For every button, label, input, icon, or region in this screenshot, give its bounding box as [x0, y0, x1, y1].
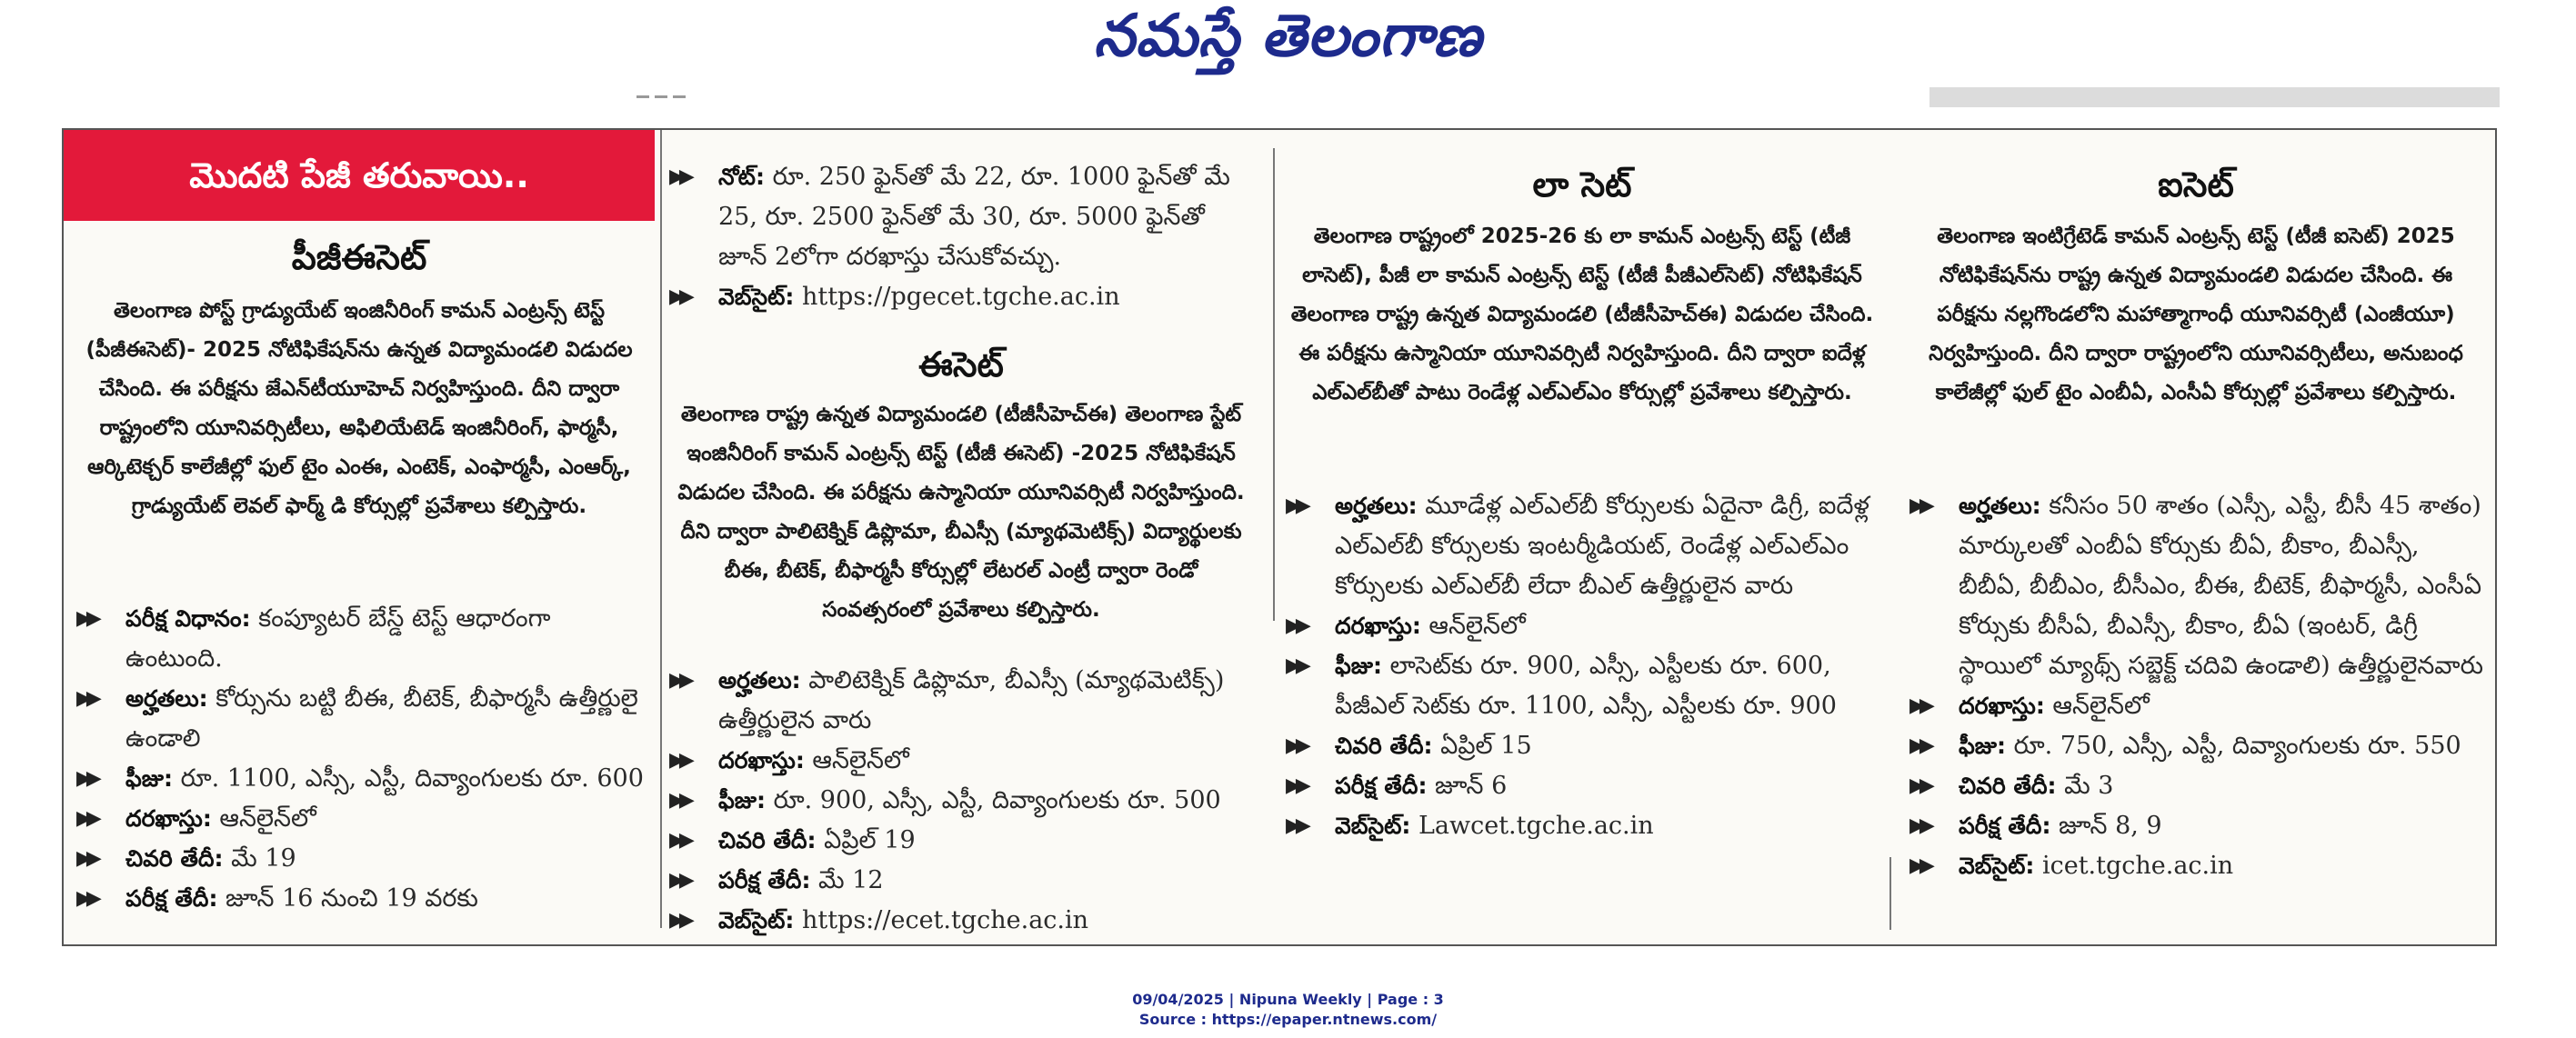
- double-arrow-icon: ▶▶: [1286, 494, 1306, 517]
- top-divider: [636, 85, 1928, 90]
- double-arrow-icon: ▶▶: [76, 887, 96, 910]
- footer-source-link[interactable]: Source : https://epaper.ntnews.com/: [1138, 1011, 1438, 1028]
- double-arrow-icon: ▶▶: [669, 165, 689, 188]
- column-icet: [1897, 130, 2495, 944]
- list-item: ▶▶ పరీక్ష తేదీ: జూన్ 8, 9: [1904, 806, 2486, 846]
- double-arrow-icon: ▶▶: [1286, 654, 1306, 677]
- double-arrow-icon: ▶▶: [1909, 494, 1929, 517]
- list-item: ▶▶ పరీక్ష తేదీ: మే 12: [664, 861, 1257, 901]
- double-arrow-icon: ▶▶: [669, 869, 689, 892]
- list-item: ▶▶ పరీక్ష తేదీ: జూన్ 6: [1280, 766, 1882, 806]
- list-item: ▶▶ ఫీజు: లాసెట్‌కు రూ. 900, ఎస్సీ, ఎస్టీలకు రూ. 600, పీజీఎల్ సెట్‌కు రూ. 1100, ఎస్సీ, ఎస్టీలకు రూ. 900: [1280, 646, 1882, 726]
- section-intro-icet: తెలంగాణ ఇంటిగ్రేటెడ్ కామన్ ఎంట్రన్స్ టెస్ట్ (టీజీ ఐసెట్) 2025 నోటిఫికేషన్‌ను రాష్ట్ర ఉన్నత విద్యామండలి విడుదల చేసింది. ఈ పరీక్షను నల్లగొండలోని మహాత్మాగాంధీ యూనివర్సిటీ (ఎంజీయూ) నిర్వహిస్తుంది. దీని ద్వారా రాష్ట్రంలోని యూనివర్సిటీలు, అనుబంధ కాలేజీల్లో ఫుల్ టైం ఎంబీఏ, ఎంసీఏ కోర్సుల్లో ప్రవేశాలు కల్పిస్తారు.: [1929, 225, 2463, 404]
- double-arrow-icon: ▶▶: [1286, 614, 1306, 637]
- column-pgecet: [64, 130, 655, 944]
- section-intro-ecet: తెలంగాణ రాష్ట్ర ఉన్నత విద్యామండలి (టీజీసీహెచ్ఈ) తెలంగాణ స్టేట్ ఇంజినీరింగ్ కామన్ ఎంట్రన్స్ టెస్ట్ (టీజీ ఈసెట్) -2025 నోటిఫికేషన్ విడుదల చేసింది. ఈ పరీక్షను ఉస్మానియా యూనివర్సిటీ నిర్వహిస్తుంది. దీని ద్వారా పాలిటెక్నిక్ డిప్లొమా, బీఎస్సీ (మ్యాథమెటిక్స్) విద్యార్థులకు బీఈ, బీటెక్, బీఫార్మసీ కోర్సుల్లో లేటరల్ ఎంట్రీ ద్వారా రెండో సంవత్సరంలో ప్రవేశాలు కల్పిస్తారు.: [677, 403, 1245, 622]
- double-arrow-icon: ▶▶: [669, 909, 689, 932]
- column-divider: [1889, 857, 1891, 930]
- list-item: ▶▶ చివరి తేదీ: ఏప్రిల్ 19: [664, 821, 1257, 861]
- corner-strip: [1929, 87, 2500, 107]
- section-heading-ecet: ఈసెట్: [918, 344, 1004, 384]
- list-item: ▶▶ చివరి తేదీ: మే 3: [1904, 766, 2486, 806]
- double-arrow-icon: ▶▶: [669, 789, 689, 812]
- section-intro-lawcet: తెలంగాణ రాష్ట్రంలో 2025-26 కు లా కామన్ ఎంట్రన్స్ టెస్ట్ (టీజీ లాసెట్), పీజీ లా కామన్ ఎంట్రన్స్ టెస్ట్ (టీజీ పీజీఎల్‌సెట్) నోటిఫికేషన్ తెలంగాణ రాష్ట్ర ఉన్నత విద్యామండలి (టీజీసీహెచ్ఈ) విడుదల చేసింది. ఈ పరీక్షను ఉస్మానియా యూనివర్సిటీ నిర్వహిస్తుంది. దీని ద్వారా ఐదేళ్ల ఎల్ఎల్‌బీతో పాటు రెండేళ్ల ఎల్ఎల్ఎం కోర్సుల్లో ప్రవేశాలు కల్పిస్తారు.: [1290, 225, 1874, 404]
- list-item: ▶▶ దరఖాస్తు: ఆన్‌లైన్‌లో: [1904, 686, 2486, 726]
- double-arrow-icon: ▶▶: [1909, 814, 1929, 837]
- list-item: ▶▶ వెబ్‌సైట్: Lawcet.tgche.ac.in: [1280, 806, 1882, 846]
- list-item: ▶▶ అర్హతలు: కోర్సును బట్టి బీఈ, బీటెక్, బీఫార్మసీ ఉత్తీర్ణులై ఉండాలి: [71, 679, 646, 759]
- list-item: ▶▶ ఫీజు: రూ. 750, ఎస్సీ, ఎస్టీ, దివ్యాంగులకు రూ. 550: [1904, 726, 2486, 766]
- double-arrow-icon: ▶▶: [76, 607, 96, 630]
- masthead-logo: నమస్తే తెలంగాణ: [1093, 3, 1483, 70]
- list-item: ▶▶ దరఖాస్తు: ఆన్‌లైన్‌లో: [1280, 606, 1882, 646]
- section-heading-pgecet: పీజీఈసెట్: [291, 237, 427, 277]
- list-item: ▶▶ అర్హతలు: పాలిటెక్నిక్ డిప్లొమా, బీఎస్సీ (మ్యాథమెటిక్స్) ఉత్తీర్ణులైన వారు: [664, 661, 1257, 741]
- article-page: [62, 128, 2497, 946]
- bullet-list-lawcet: [1280, 486, 1882, 846]
- bullet-list-ecet: [664, 661, 1257, 941]
- double-arrow-icon: ▶▶: [1286, 814, 1306, 837]
- list-item: ▶▶ వెబ్‌సైట్: icet.tgche.ac.in: [1904, 846, 2486, 886]
- double-arrow-icon: ▶▶: [1286, 734, 1306, 757]
- double-arrow-icon: ▶▶: [76, 767, 96, 790]
- list-item: ▶▶ దరఖాస్తు: ఆన్‌లైన్‌లో: [664, 741, 1257, 781]
- list-item: ▶▶ వెబ్‌సైట్: https://ecet.tgche.ac.in: [664, 901, 1257, 941]
- list-item: ▶▶ అర్హతలు: మూడేళ్ల ఎల్ఎల్‌బీ కోర్సులకు ఏదైనా డిగ్రీ, ఐదేళ్ల ఎల్ఎల్‌బీ కోర్సులకు ఇంటర్మీడియట్, రెండేళ్ల ఎల్ఎల్ఎం కోర్సులకు ఎల్ఎల్‌బీ లేదా బీఎల్ ఉత్తీర్ణులైన వారు: [1280, 486, 1882, 606]
- section-heading-icet: ఐసెట్: [2158, 165, 2234, 205]
- double-arrow-icon: ▶▶: [669, 669, 689, 692]
- double-arrow-icon: ▶▶: [669, 749, 689, 772]
- list-item: ▶▶ వెబ్‌సైట్: https://pgecet.tgche.ac.in: [664, 277, 1257, 317]
- double-arrow-icon: ▶▶: [1909, 694, 1929, 717]
- continued-banner: మొదటి పేజీ తరువాయి..: [64, 130, 655, 221]
- list-item: ▶▶ పరీక్ష తేదీ: జూన్ 16 నుంచి 19 వరకు: [71, 879, 646, 919]
- double-arrow-icon: ▶▶: [76, 687, 96, 710]
- list-item: ▶▶ ఫీజు: రూ. 900, ఎస్సీ, ఎస్టీ, దివ్యాంగులకు రూ. 500: [664, 781, 1257, 821]
- double-arrow-icon: ▶▶: [76, 847, 96, 870]
- double-arrow-icon: ▶▶: [669, 829, 689, 852]
- double-arrow-icon: ▶▶: [1909, 734, 1929, 757]
- section-intro-pgecet: తెలంగాణ పోస్ట్ గ్రాడ్యుయేట్ ఇంజినీరింగ్ కామన్ ఎంట్రన్స్ టెస్ట్ (పీజీఈసెట్)- 2025 నోటిఫికేషన్‌ను ఉన్నత విద్యామండలి విడుదల చేసింది. ఈ పరీక్షను జేఎన్‌టీయూహెచ్ నిర్వహిస్తుంది. దీని ద్వారా రాష్ట్రంలోని యూనివర్సిటీలు, అఫిలియేటెడ్ ఇంజినీరింగ్, ఫార్మసీ, ఆర్కిటెక్చర్ కాలేజీల్లో ఫుల్ టైం ఎంఈ, ఎంటెక్, ఎంఫార్మసీ, ఎంఆర్క్, గ్రాడ్యుయేట్ లెవల్ ఫార్మ్ డి కోర్సుల్లో ప్రవేశాలు కల్పిస్తారు.: [85, 299, 633, 518]
- list-item: ▶▶ ఫీజు: రూ. 1100, ఎస్సీ, ఎస్టీ, దివ్యాంగులకు రూ. 600: [71, 759, 646, 799]
- list-item: ▶▶ నోట్: రూ. 250 ఫైన్‌తో మే 22, రూ. 1000 ఫైన్‌తో మే 25, రూ. 2500 ఫైన్‌తో మే 30, రూ. 5000 ఫైన్‌తో జూన్ 2లోగా దరఖాస్తు చేసుకోవచ్చు.: [664, 157, 1257, 277]
- bullet-list-pgecet-note: [664, 157, 1257, 317]
- double-arrow-icon: ▶▶: [669, 285, 689, 308]
- double-arrow-icon: ▶▶: [76, 807, 96, 830]
- bullet-list-icet: [1904, 486, 2486, 886]
- footer-date-line: 09/04/2025 | Nipuna Weekly | Page : 3: [1132, 991, 1444, 1008]
- list-item: ▶▶ దరఖాస్తు: ఆన్‌లైన్‌లో: [71, 799, 646, 839]
- bullet-list-pgecet: [71, 599, 646, 919]
- list-item: ▶▶ చివరి తేదీ: మే 19: [71, 839, 646, 879]
- section-heading-lawcet: లా సెట్: [1532, 165, 1632, 205]
- column-ecet: [657, 130, 1266, 944]
- double-arrow-icon: ▶▶: [1909, 774, 1929, 797]
- list-item: ▶▶ పరీక్ష విధానం: కంప్యూటర్ బేస్డ్ టెస్ట్ ఆధారంగా ఉంటుంది.: [71, 599, 646, 679]
- double-arrow-icon: ▶▶: [1286, 774, 1306, 797]
- list-item: ▶▶ అర్హతలు: కనీసం 50 శాతం (ఎస్సీ, ఎస్టీ, బీసీ 45 శాతం) మార్కులతో ఎంబీఏ కోర్సుకు బీఏ, బీకాం, బీఎస్సీ, బీబీఏ, బీబీఎం, బీసీఎం, బీఈ, బీటెక్, బీఫార్మసీ, ఎంసీఏ కోర్సుకు బీసీఏ, బీఎస్సీ, బీకాం, బీఏ (ఇంటర్, డిగ్రీ స్థాయిలో మ్యాథ్స్ సబ్జెక్ట్ చదివి ఉండాలి) ఉత్తీర్ణులైనవారు: [1904, 486, 2486, 686]
- list-item: ▶▶ చివరి తేదీ: ఏప్రిల్ 15: [1280, 726, 1882, 766]
- column-lawcet: [1273, 130, 1891, 944]
- double-arrow-icon: ▶▶: [1909, 854, 1929, 877]
